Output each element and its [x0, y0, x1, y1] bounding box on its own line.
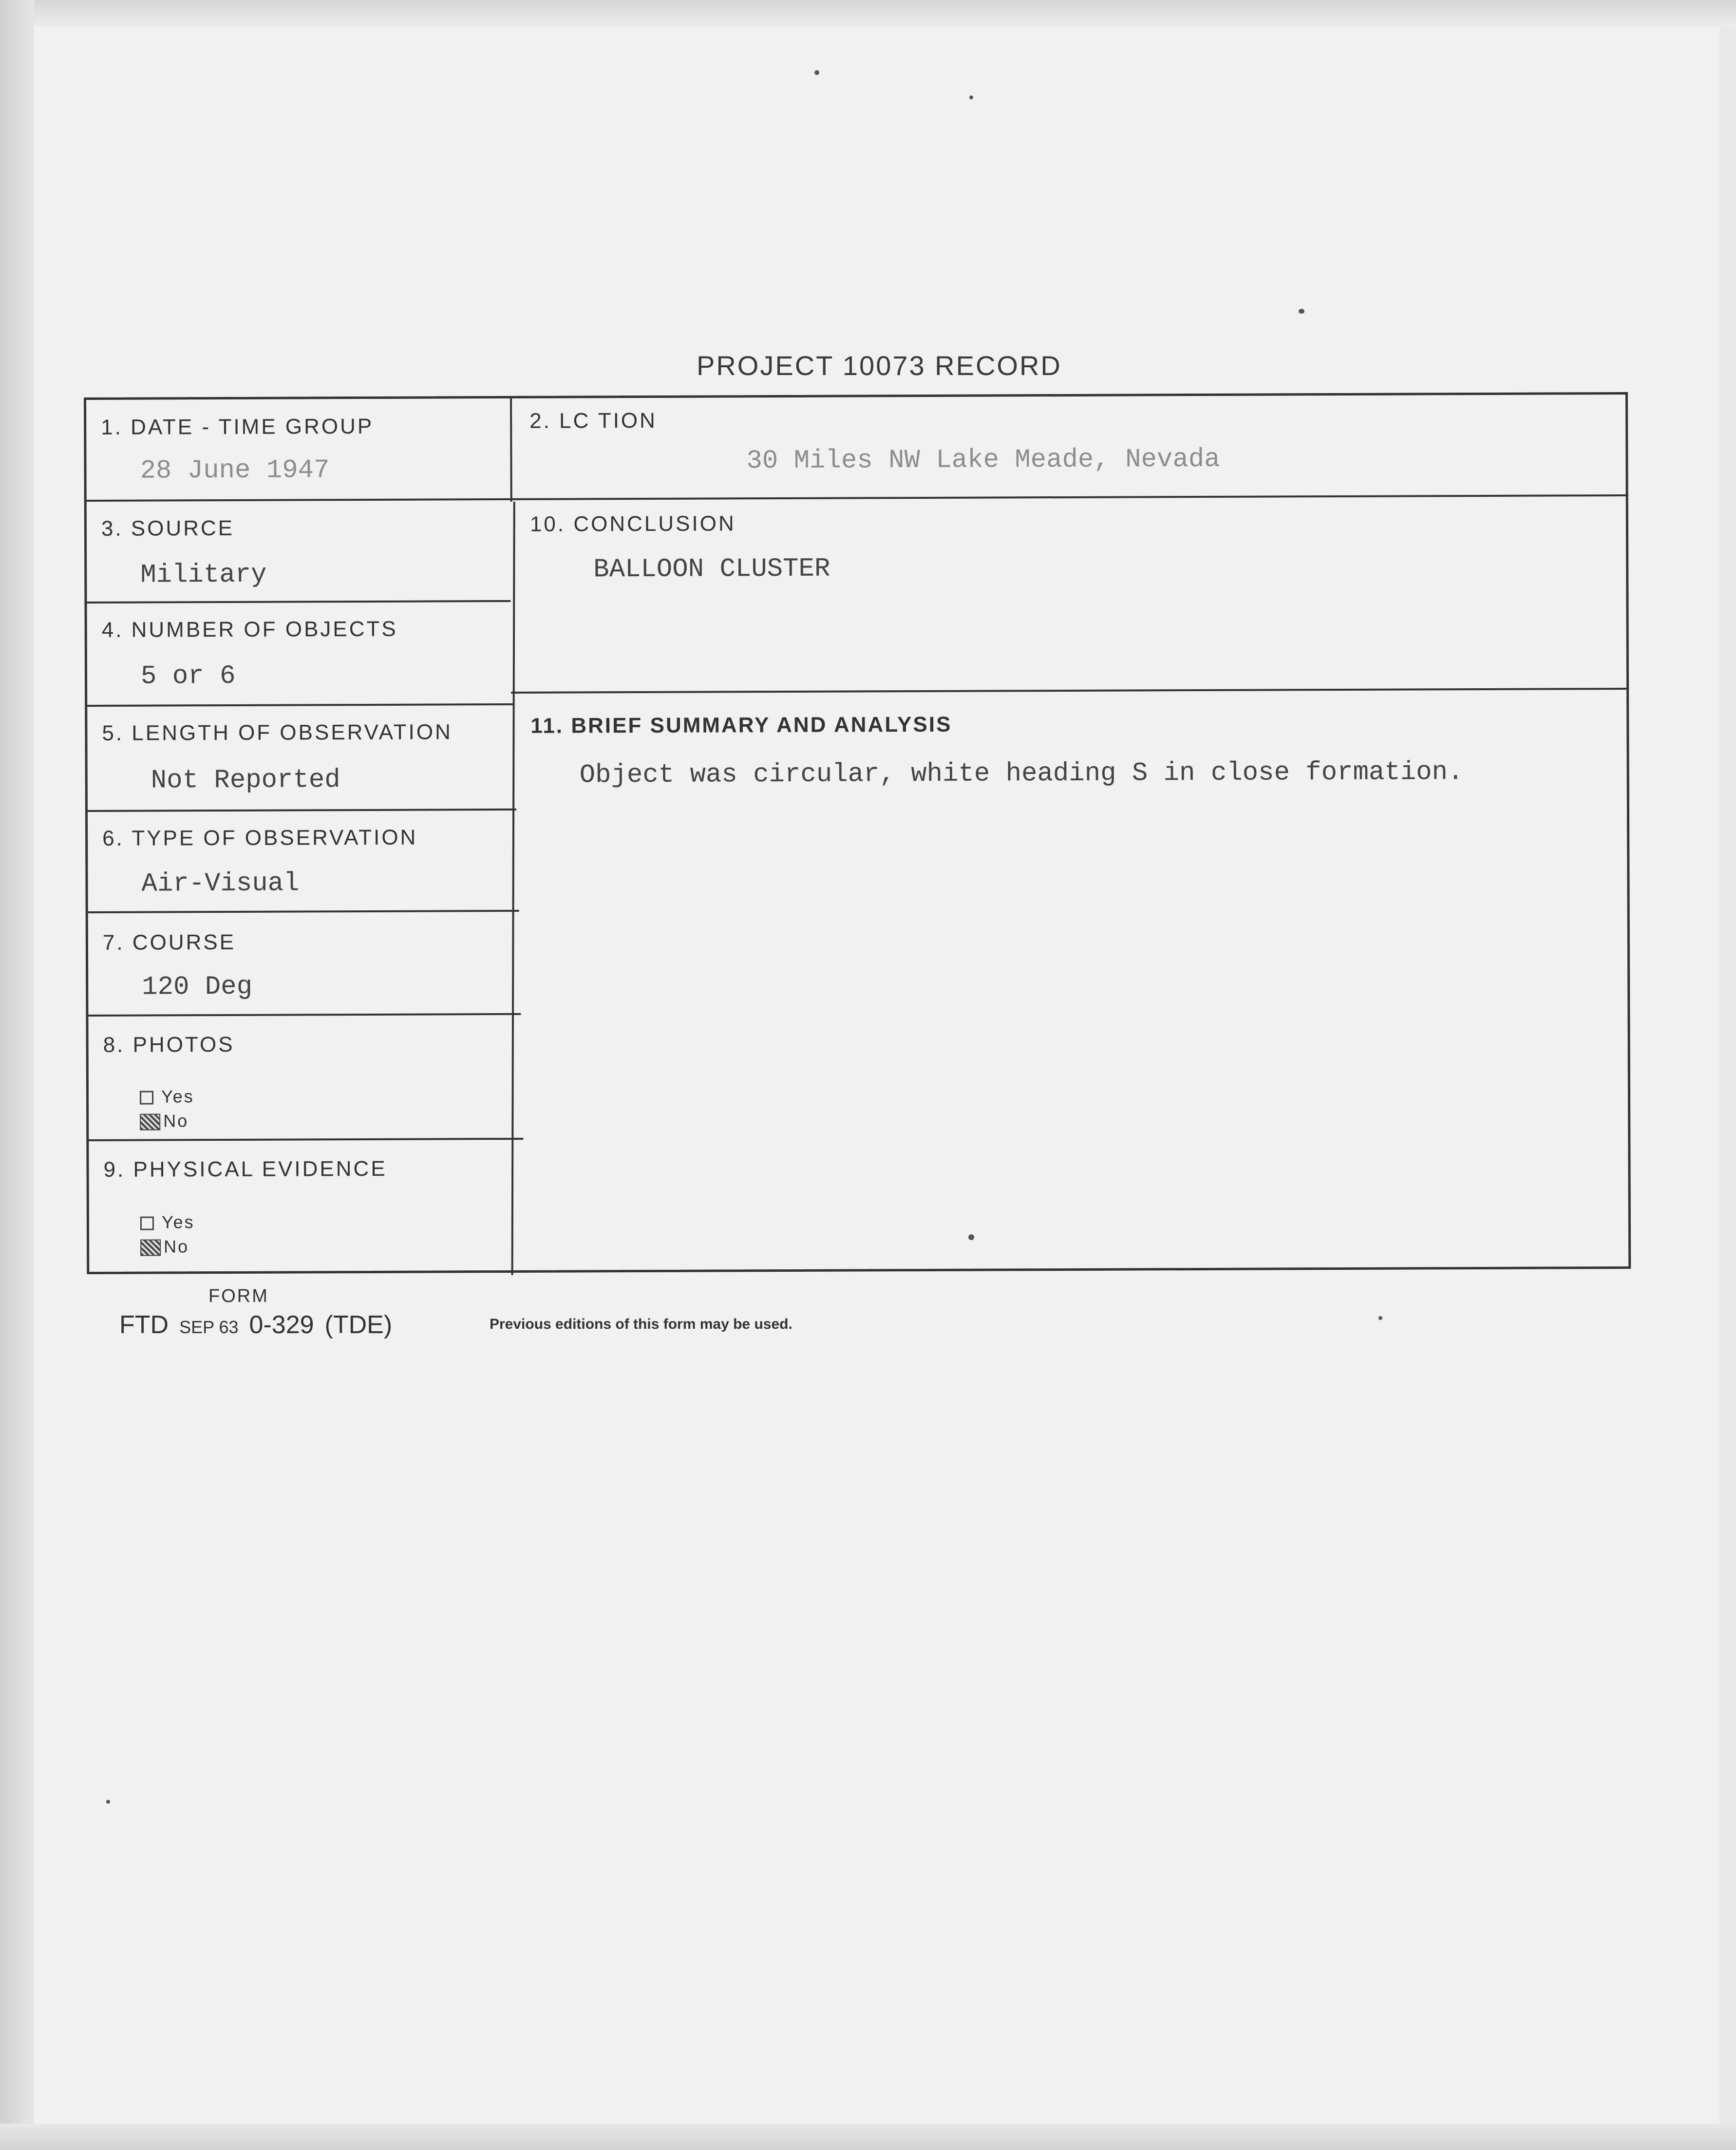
photos-no-option[interactable]: [140, 1111, 189, 1131]
course-value: 120 Deg: [142, 972, 253, 1002]
date-time-group-value: 28 June 1947: [140, 455, 330, 486]
type-of-observation-label: 6. TYPE OF OBSERVATION: [102, 825, 418, 850]
type-of-observation-value: Air-Visual: [141, 868, 300, 899]
location-value: 30 Miles NW Lake Meade, Nevada: [746, 444, 1220, 476]
footer-note: Previous editions of this form may be used.: [490, 1316, 793, 1332]
brief-summary-label: 11. BRIEF SUMMARY AND ANALYSIS: [530, 712, 952, 738]
footer-form-id: [119, 1310, 403, 1339]
date-time-group-label: 1. DATE - TIME GROUP: [101, 414, 374, 439]
physical-evidence-label: 9. PHYSICAL EVIDENCE: [103, 1156, 387, 1182]
physical-evidence-yes-checkbox[interactable]: [140, 1217, 154, 1230]
brief-summary-value: Object was circular, white heading S in close formation.: [579, 757, 1464, 791]
rule-conclusion: [511, 688, 1629, 694]
scan-border-left: [0, 0, 34, 2150]
footer-form-label: FORM: [208, 1286, 269, 1306]
photos-yes-label: Yes: [161, 1086, 194, 1107]
length-of-observation-value: Not Reported: [151, 765, 340, 796]
rule-type: [88, 910, 519, 913]
rule-photos: [89, 1138, 523, 1141]
rule-length: [88, 809, 516, 812]
rule-row1: [87, 494, 1628, 502]
physical-evidence-no-option[interactable]: [140, 1236, 189, 1257]
number-of-objects-value: 5 or 6: [140, 661, 236, 692]
scan-border-bottom: [0, 2124, 1736, 2150]
dust-speck: [1299, 309, 1304, 314]
footer-form-number: 0-329: [249, 1311, 314, 1339]
source-value: Military: [140, 560, 267, 590]
record-form: [84, 392, 1631, 1274]
conclusion-value: BALLOON CLUSTER: [593, 554, 830, 585]
physical-evidence-yes-label: Yes: [161, 1212, 195, 1232]
rule-course: [88, 1013, 521, 1017]
photos-yes-checkbox[interactable]: [140, 1091, 153, 1105]
photos-no-checkbox-checked[interactable]: [140, 1114, 160, 1131]
footer-date-code: SEP 63: [179, 1317, 239, 1337]
form-title: PROJECT 10073 RECORD: [697, 350, 1062, 381]
conclusion-label: 10. CONCLUSION: [529, 511, 736, 536]
scan-border-top: [0, 0, 1736, 27]
physical-evidence-no-label: No: [164, 1236, 189, 1257]
photos-label: 8. PHOTOS: [103, 1032, 235, 1057]
footer-ftd: FTD: [119, 1311, 169, 1339]
dust-speck: [969, 95, 973, 99]
location-label: 2. LC TION: [529, 408, 657, 433]
column-divider-top: [510, 398, 512, 502]
number-of-objects-label: 4. NUMBER OF OBJECTS: [101, 617, 398, 642]
dust-speck: [106, 1800, 110, 1804]
dust-speck: [1378, 1316, 1382, 1320]
rule-objects: [87, 703, 513, 707]
dust-speck: [814, 70, 819, 75]
rule-source: [87, 600, 510, 604]
length-of-observation-label: 5. LENGTH OF OBSERVATION: [102, 720, 453, 745]
column-divider: [511, 502, 515, 1275]
physical-evidence-no-checkbox-checked[interactable]: [140, 1240, 161, 1256]
course-label: 7. COURSE: [102, 930, 236, 955]
source-label: 3. SOURCE: [101, 516, 235, 541]
photos-yes-option[interactable]: [140, 1086, 194, 1107]
photos-no-label: No: [163, 1111, 189, 1131]
footer-org: (TDE): [324, 1311, 393, 1339]
physical-evidence-yes-option[interactable]: [140, 1212, 195, 1232]
